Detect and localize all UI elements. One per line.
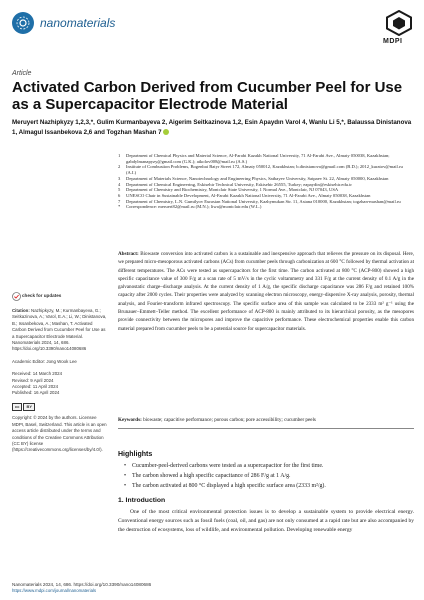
abstract-text: Biowaste conversion into activated carbon is a sustainable and inexpensive approach that relieves the pressure on its disposal. Here, we prepared micro-mesoporous activated carbons (ACs) from cucumber peels through carbonization at 600 °C followed by thermal activation at different temperatures. The ACs were tested as supercapacitors for the first time. The carbon activated at 800 °C (ACP-800) showed a high specific capacitance value of 300 F/g at a scan rate of 5 mV/s in the cyclic voltammetry and 331 F/g at the current density of 0.1 A/g in the galvanostatic charge–discharge analysis. At the current density of 1 A/g, the specific discharge capacitance was 286 F/g and retained 100% capacity after 2000 cycles. Their properties were analyzed by scanning electron microscopy, energy-dispersive X-ray analysis, porosity, thermal analysis, and Fourier-transform infrared spectroscopy. The specific surface area of this sample was calculated to be 2333 m² g⁻¹ using the Brunauer–Emmett–Teller method. The excellent performance of ACP-800 is mainly attributed to its hierarchical porosity, as the mesopores provide connectivity between the micropores and improve the capacitive performance. These electrochemical properties enable this carbon material prepared from cucumber peels to be a potential source for supercapacitor materials.	[118, 251, 414, 332]
journal-logo-icon	[12, 12, 34, 34]
affiliation-text: Department of Chemistry and Biochemistry, Montclair State University, 1 Normal Ave., Montclair, NJ 07043, USA	[126, 187, 339, 193]
keywords-text: biowaste; capacitive performance; porous carbon; pore accessibility; cucumber peels	[143, 417, 316, 423]
date-item: Revised: 9 April 2024	[12, 377, 54, 383]
divider	[118, 428, 414, 429]
journal-url[interactable]: https://www.mdpi.com/journal/nanomaterials	[12, 588, 97, 593]
affiliation-number: 6	[118, 192, 121, 198]
date-item: Received: 14 March 2024	[12, 371, 63, 377]
affiliation-number: 4	[118, 181, 121, 187]
affiliation-item	[118, 153, 414, 164]
mdpi-logo-icon	[385, 10, 413, 36]
cc-badge-part: BY	[23, 403, 35, 411]
publisher-name: MDPI	[383, 38, 403, 45]
article-sidebar	[12, 308, 108, 460]
date-item: Published: 16 April 2024	[12, 390, 60, 396]
copyright-notice: Copyright: © 2024 by the authors. Licensee MDPI, Basel, Switzerland. This article is an open access article distributed under the terms and conditions of the Creative Commons Attribution (CC BY) license (https://creativecommons.org/licenses/by/4.0/).	[12, 415, 107, 453]
highlights-list	[124, 462, 414, 491]
affiliation-number: 7	[118, 198, 121, 204]
article-title: Activated Carbon Derived from Cucumber Peel for Use as a Supercapacitor Electrode Material	[12, 79, 403, 113]
affiliation-text: Department of Chemical Engineering, Eskisehir Technical University, Eskisehir 26555, Turkey; eapaydin@eskisehir.edu.tr	[126, 181, 352, 187]
affiliation-text: Department of Materials Science, Nanotechnology and Engineering Physics, Satbayev University, Satpaev St. 22, Almaty 050000, Kazakhstan	[126, 175, 389, 181]
section-title: 1. Introduction	[118, 497, 166, 504]
author-list	[12, 118, 412, 138]
footer-citation[interactable]: Nanomaterials 2024, 14, 686. https://doi.org/10.3390/nano14080686	[12, 582, 152, 587]
affiliation-number: 3	[118, 175, 121, 181]
abstract	[118, 250, 414, 333]
citation-label: Citation:	[12, 308, 30, 313]
citation-block	[12, 308, 108, 353]
affiliation-item	[118, 204, 414, 210]
keywords	[118, 416, 414, 424]
cc-license-badge[interactable]	[12, 403, 108, 411]
dates-block	[12, 371, 108, 397]
bullet-icon: •	[124, 482, 127, 489]
check-for-updates-icon	[12, 292, 21, 301]
bullet-icon: •	[124, 472, 127, 479]
highlight-text: The carbon activated at 800 °C displayed a high specific surface area (2333 m²/g).	[132, 482, 326, 489]
affiliation-text: Department of Chemistry, L.N. Gumilyov Eurasian National University, Kazhymukan Str. 11, Astana 010000, Kazakhstan; togzhan-mashan@mail.ru	[126, 198, 401, 204]
affiliation-text: Institute of Combustion Problems, Bogenbai Batyr Street 172, Almaty 050012, Kazakhstan; b.dinistanova@gmail.com (B.D.); 2012_kuratov@mail.ru (A.I.)	[126, 164, 403, 176]
affiliation-number: *	[118, 204, 121, 210]
abstract-label: Abstract:	[118, 251, 139, 257]
affiliation-text: UNESCO Chair in Sustainable Development, Al-Farabi Kazakh National University, 71 Al-Farabi Ave., Almaty 050038, Kazakhstan	[126, 192, 371, 198]
bullet-icon: •	[124, 463, 127, 469]
affiliation-text: Correspondence: meruert82@mail.ru (M.N.); liwa@montclair.edu (W.L.)	[126, 204, 262, 210]
affiliation-item	[118, 164, 414, 175]
affiliation-number: 1	[118, 153, 121, 158]
affiliation-number: 2	[118, 164, 121, 170]
highlight-text: The carbon showed a high specific capacitance of 286 F/g at 1 A/g.	[132, 472, 291, 479]
citation-text: Nazhipkyzy, M.; Kurmanbayeva, G.; Seitkazinova, A.; Varol, E.A.; Li, W.; Dinistanova, B.; Issanbekova, A.; Mashan, T. Activated Carbon Derived from Cucumber Peel for Use as a Supercapacitor Electrode Material. Nanomaterials 2024, 14, 686. https://doi.org/10.3390/nano14080686	[12, 308, 107, 352]
affiliation-number: 5	[118, 187, 121, 193]
highlight-item	[124, 472, 414, 482]
author-names: Meruyert Nazhipkyzy 1,2,3,*, Gulim Kurmanbayeva 2, Aigerim Seitkazinova 1,2, Esin Apaydın Varol 4, Wanlu Li 5,*, Balaussa Dinistanova 1, Almagul Issanbekova 2,6 and Togzhan Mashan 7	[12, 119, 412, 136]
highlight-item	[124, 482, 414, 492]
affiliations	[118, 153, 414, 210]
highlight-item	[124, 462, 414, 472]
orcid-icon[interactable]	[163, 129, 169, 135]
date-item: Accepted: 11 April 2024	[12, 384, 59, 390]
keywords-label: Keywords:	[118, 417, 142, 423]
academic-editor: Academic Editor: Jong Wook Lee	[12, 358, 77, 364]
journal-name[interactable]: nanomaterials	[40, 16, 116, 30]
affiliation-text: Department of Chemical Physics and Material Science, Al-Farabi Kazakh National University, 71 Al-Farabi Ave., Almaty 050038, Kazakhstan; gabdylmanapyzy@gmail.com (G.K.); aikolov008@mail.ru (A.S.)	[126, 153, 390, 164]
highlights-title: Highlights	[118, 451, 153, 458]
check-for-updates-label[interactable]: check for updates	[22, 293, 62, 298]
article-type: Article	[12, 70, 32, 77]
introduction-text: One of the most critical environmental protection issues is to develop a sustainable system to provide electrical energy. Conventional energy sources such as fossil fuels (coal, oil, and gas) are not only consumed at a rapid rate but are also accompanied by the destruction of ecosystems, loss of wildlife, and environmental pollution. Developing renewable energy	[118, 509, 414, 533]
cc-badge-part: cc	[12, 403, 22, 411]
highlight-text: Cucumber-peel-derived carbons were tested as a supercapacitor for the first time.	[132, 463, 324, 469]
